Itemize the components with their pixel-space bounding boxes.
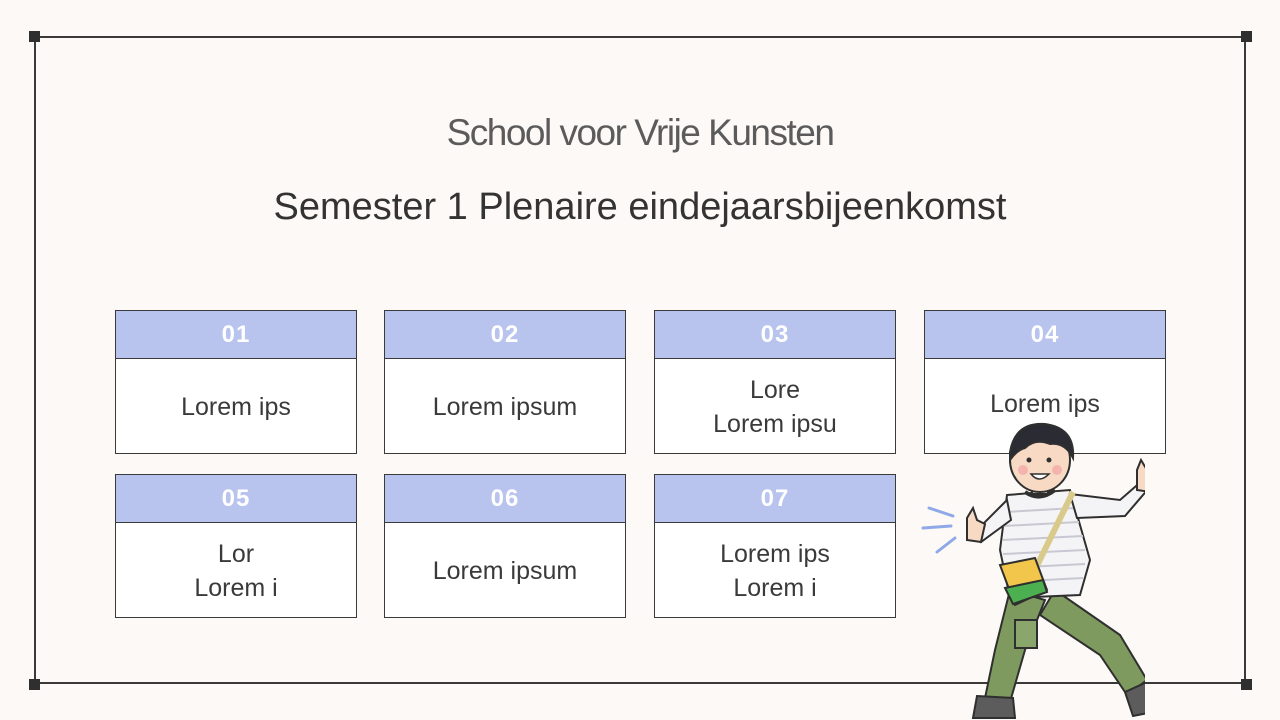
agenda-card-02 [384,310,626,454]
card-number: 06 [385,475,625,523]
card-number: 07 [655,475,895,523]
card-text-line: Lore [749,375,801,404]
card-number: 02 [385,311,625,359]
card-body [655,523,895,618]
frame-corner-bottom-left [29,679,40,690]
frame-corner-bottom-right [1241,679,1252,690]
card-number: 01 [116,311,356,359]
card-text-line: Lorem i [733,573,817,602]
card-text-line: Lorem ips [720,539,830,568]
card-number: 05 [116,475,356,523]
agenda-card-07 [654,474,896,618]
frame-corner-top-left [29,31,40,42]
card-number: 04 [925,311,1165,359]
student-thumbs-up-illustration [915,420,1145,720]
card-text-line: Lorem ipsu [713,409,837,438]
card-body [385,523,625,618]
agenda-card-06 [384,474,626,618]
card-text-line: Lorem ips [990,390,1100,418]
card-number: 03 [655,311,895,359]
page-title: Semester 1 Plenaire eindejaarsbijeenkomst [273,186,1007,228]
card-body [116,359,356,454]
card-text-line: Lorem ipsum [432,556,578,585]
card-body [116,523,356,618]
card-text-line: Lorem i [194,573,278,602]
agenda-card-03 [654,310,896,454]
school-subtitle: School voor Vrije Kunsten [446,112,834,153]
card-text-line: Lorem ipsum [432,392,578,421]
card-body [655,359,895,454]
agenda-card-05 [115,474,357,618]
frame-corner-top-right [1241,31,1252,42]
card-text-line: Lorem ips [181,392,291,421]
card-text-line: Lor [217,539,255,568]
agenda-card-01 [115,310,357,454]
card-body [385,359,625,454]
